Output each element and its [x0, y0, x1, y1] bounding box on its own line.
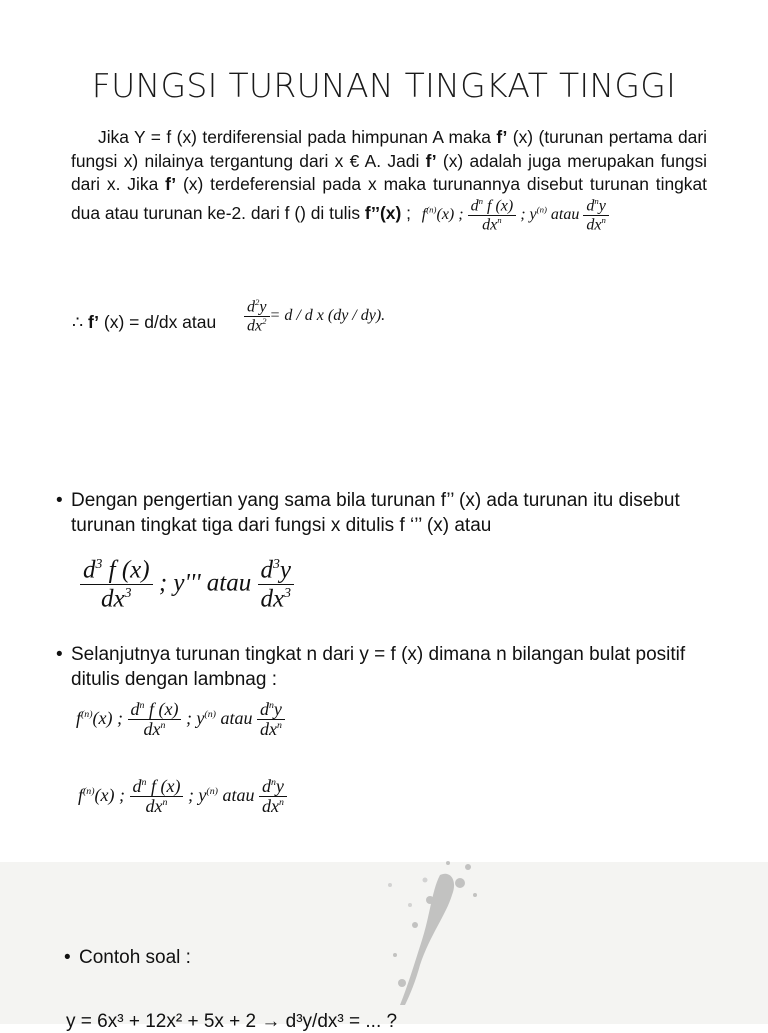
- atau-word: atau: [220, 707, 253, 728]
- f-prime: f’: [165, 174, 177, 195]
- bullet-dot: •: [56, 644, 63, 665]
- atau-word: atau: [206, 569, 252, 597]
- f-prime: f’: [88, 312, 100, 332]
- therefore-symbol: ∴: [72, 312, 84, 332]
- intro-text-d: (x) terdeferensial pada x maka turunannya disebut turunan tingkat dua atau turunan ke-2. dari f () di tulis: [71, 174, 707, 223]
- intro-text-e: ;: [401, 202, 411, 223]
- therefore-text: (x) = d/dx atau: [99, 312, 217, 332]
- bullet-third-derivative: [56, 489, 701, 538]
- therefore-line: [72, 312, 216, 333]
- intro-paragraph: [71, 126, 707, 234]
- second-derivative-formula: $\frac{d^2y}{dx^2}$ = d / d x (dy / dy).: [244, 298, 385, 335]
- bullet-nth-derivative: [56, 643, 701, 692]
- atau-word: atau: [550, 205, 580, 223]
- third-derivative-formula: $\frac{d^3 f (x)}{dx^3}$ ; y''' atau $\frac{d^3y}{dx^3}$: [80, 557, 294, 612]
- bullet-example-text: Contoh soal :: [79, 947, 191, 968]
- page-title: FUNGSI TURUNAN TINGKAT TINGGI: [91, 66, 677, 105]
- intro-text-b: (x) (turunan pertama dari fungsi x) nilainya tergantung dari x € A. Jadi: [71, 127, 707, 171]
- intro-text-a: Jika Y = f (x) terdiferensial pada himpunan A maka: [98, 127, 497, 147]
- bullet-example: [64, 946, 191, 971]
- f-double-prime: f’’(x): [364, 202, 402, 223]
- atau-word: atau: [222, 784, 255, 805]
- second-derivative-rhs: = d / d x (dy / dy).: [269, 307, 386, 325]
- bullet-nth-derivative-text: Selanjutnya turunan tingkat n dari y = f (x) dimana n bilangan bulat positif ditulis dengan lambnag :: [71, 644, 686, 690]
- bullet-dot: •: [64, 947, 71, 968]
- ink-splash-decoration: [380, 855, 490, 1015]
- example-equation: y = 6x³ + 12x² + 5x + 2 → d³y/dx³ = ... ?: [66, 1011, 398, 1032]
- intro-text-c: (x) adalah juga merupakan fungsi dari x. Jika: [71, 150, 708, 195]
- f-prime: f’: [496, 127, 508, 147]
- bullet-third-derivative-text: Dengan pengertian yang sama bila turunan f’’ (x) ada turunan itu disebut turunan tingkat tiga dari fungsi x ditulis f ‘’’ (x) atau: [71, 490, 680, 536]
- inline-nth-derivative-formula: $f^{(n)}(x)$ ; $\frac{d^n f (x)}{dx^n}$ ; $y^{(n)}$ atau $\frac{d^ny}{dx^n}$: [422, 206, 609, 223]
- f-prime: f’: [425, 150, 437, 171]
- nth-derivative-formula-1: $f^{(n)}(x)$ ; $\frac{d^n f (x)}{dx^n}$ ; $y^{(n)}$ atau $\frac{d^ny}{dx^n}$: [76, 700, 285, 740]
- nth-derivative-formula-2: $f^{(n)}(x)$ ; $\frac{d^n f (x)}{dx^n}$ ; $y^{(n)}$ atau $\frac{d^ny}{dx^n}$: [78, 777, 287, 817]
- bullet-dot: •: [56, 490, 63, 511]
